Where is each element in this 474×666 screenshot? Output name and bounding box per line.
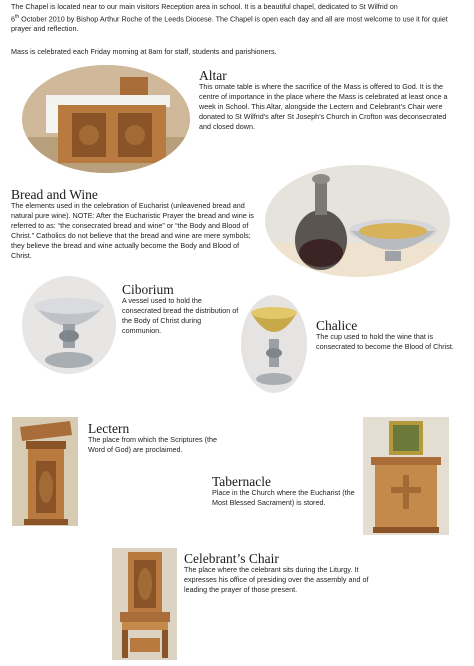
- tabernacle-photo: [363, 417, 449, 535]
- chalice-title: Chalice: [316, 318, 358, 333]
- ciborium-photo: [22, 276, 116, 374]
- intro-date-suffix: th: [15, 14, 20, 20]
- tabernacle-title: Tabernacle: [212, 474, 272, 489]
- celebrants-chair-title: Celebrant’s Chair: [184, 551, 279, 566]
- intro-text-1: The Chapel is located near to our main visitors Reception area in school. It is a beautiful chapel, dedicated to St Wilfrid on: [11, 2, 398, 11]
- tabernacle-text: Place in the Church where the Eucharist (the Most Blessed Sacrament) is stored.: [212, 488, 355, 507]
- altar-photo: [22, 65, 190, 173]
- ciborium-text: A vessel used to hold the consecrated bread the distribution of the Body of Christ during communion.: [122, 296, 239, 335]
- bread-wine-title: Bread and Wine: [11, 187, 98, 202]
- celebrants-chair-text: The place where the celebrant sits during the Liturgy. It expresses his office of presiding over the assembly and of leading the prayer of those present.: [184, 565, 369, 594]
- chalice-text: The cup used to hold the wine that is consecrated to become the Blood of Christ.: [316, 332, 454, 351]
- chalice-photo: [241, 295, 307, 393]
- altar-title: Altar: [199, 68, 227, 83]
- mass-info: Mass is celebrated each Friday morning at 8am for staff, students and parishioners.: [11, 47, 277, 56]
- intro-text-2: October 2010 by Bishop Arthur Roche of the Leeds Diocese. The Chapel is open each day and all are most welcome to use it for quiet prayer and reflection.: [11, 14, 448, 34]
- lectern-text: The place from which the Scriptures (the Word of God) are proclaimed.: [88, 435, 218, 454]
- bread-wine-text: The elements used in the celebration of Eucharist (unleavened bread and natural pure wine). NOTE: After the Eucharistic Prayer the bread and wine is referred to as: “the consecrated bread and wine” or “the Body and Blood of Christ.” Catholics do not believe that the bread and wine are mere symbols; they believe the bread and wine actually become the Body and Blood of Christ.: [11, 201, 254, 260]
- bread-wine-photo: [265, 165, 450, 277]
- intro-paragraph: [11, 2, 463, 34]
- intro-date-day: 6: [11, 14, 15, 24]
- celebrants-chair-photo: [112, 548, 177, 660]
- lectern-title: Lectern: [88, 421, 130, 436]
- lectern-photo: [12, 417, 78, 526]
- ciborium-title: Ciborium: [122, 282, 174, 297]
- altar-text: This ornate table is where the sacrifice of the Mass is offered to God. It is the centre of importance in the place where the Mass is celebrated at least once a week in School. This Altar, alongside the Lectern and Celebrant’s Chair were donated to St Wilfrid’s after St Joseph’s Church in Crofton was deconsecrated and closed down.: [199, 82, 448, 131]
